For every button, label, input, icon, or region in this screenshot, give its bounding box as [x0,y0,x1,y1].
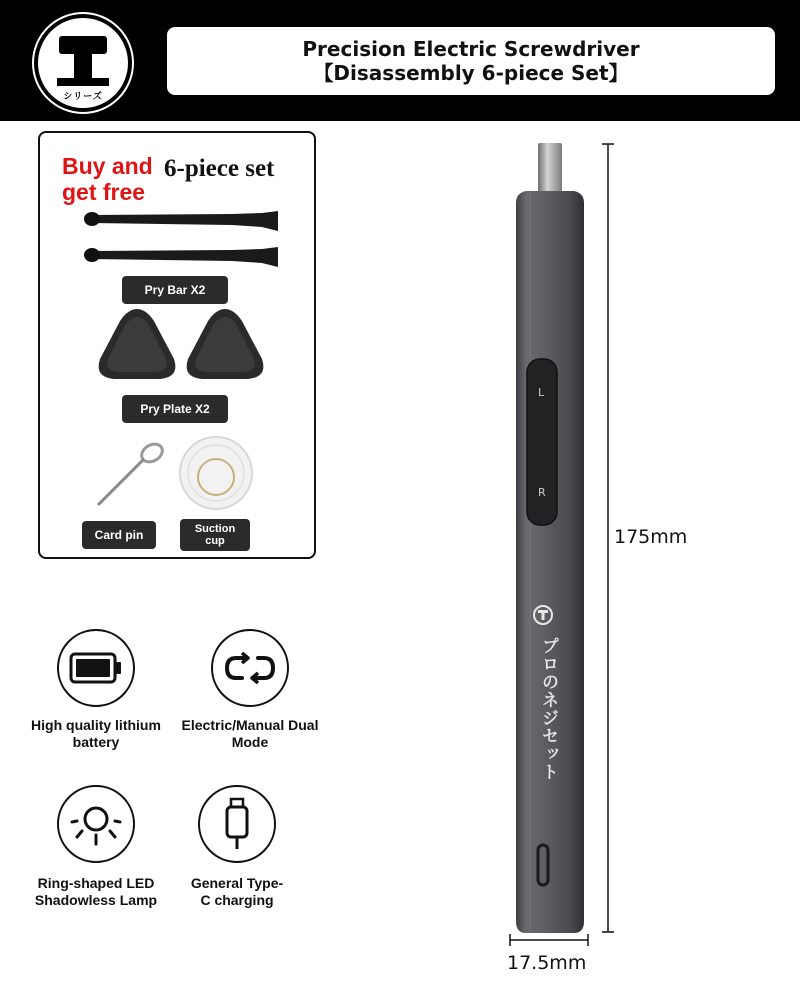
pry-plate-icon [94,303,180,383]
pry-bar-label: Pry Bar X2 [122,276,228,304]
pry-bar-icon [82,241,282,271]
battery-icon-circle [57,629,135,707]
brand-logo [34,14,132,112]
promo-text: Buy and get free [62,153,153,205]
feature-dual-mode [175,629,325,751]
feature-type-c [162,785,312,909]
height-dimension-text: 175mm [614,526,688,548]
pry-plate-icon [182,303,268,383]
logo-caption: シリーズ [63,92,103,102]
battery-icon [69,651,123,685]
feature-led-label: Ring-shaped LED Shadowless Lamp [34,875,158,908]
switch-right-label: R [538,486,546,499]
suction-cup-label: Suction cup [180,519,250,551]
header-bar [0,0,800,121]
led-lamp-icon [70,801,122,847]
t-logo-icon [53,34,113,90]
type-c-icon [222,797,252,851]
feature-type-c-label: General Type-C charging [190,875,284,908]
type-c-icon-circle [198,785,276,863]
width-dimension-text: 17.5mm [507,952,587,974]
card-pin-label: Card pin [82,521,156,549]
feature-dual-mode-label: Electric/Manual Dual Mode [181,717,319,750]
feature-battery [21,629,171,751]
pry-plate-label: Pry Plate X2 [122,395,228,423]
dual-mode-icon-circle [211,629,289,707]
set-title: 6-piece set [164,155,275,182]
dual-mode-icon [224,652,276,684]
card-pin-icon [92,437,172,509]
feature-led [21,785,171,909]
title-box [167,27,775,95]
product-body-text: プロのネジセット [538,637,558,781]
accessory-panel [38,131,316,559]
led-icon-circle [57,785,135,863]
pry-bar-icon [82,205,282,235]
suction-cup-icon [176,433,256,517]
page-title: Precision Electric Screwdriver [302,37,640,61]
feature-battery-label: High quality lithium battery [31,717,161,750]
width-dimension-line [508,932,590,948]
switch-left-label: L [538,386,545,399]
page-subtitle: 【Disassembly 6-piece Set】 [313,61,629,85]
